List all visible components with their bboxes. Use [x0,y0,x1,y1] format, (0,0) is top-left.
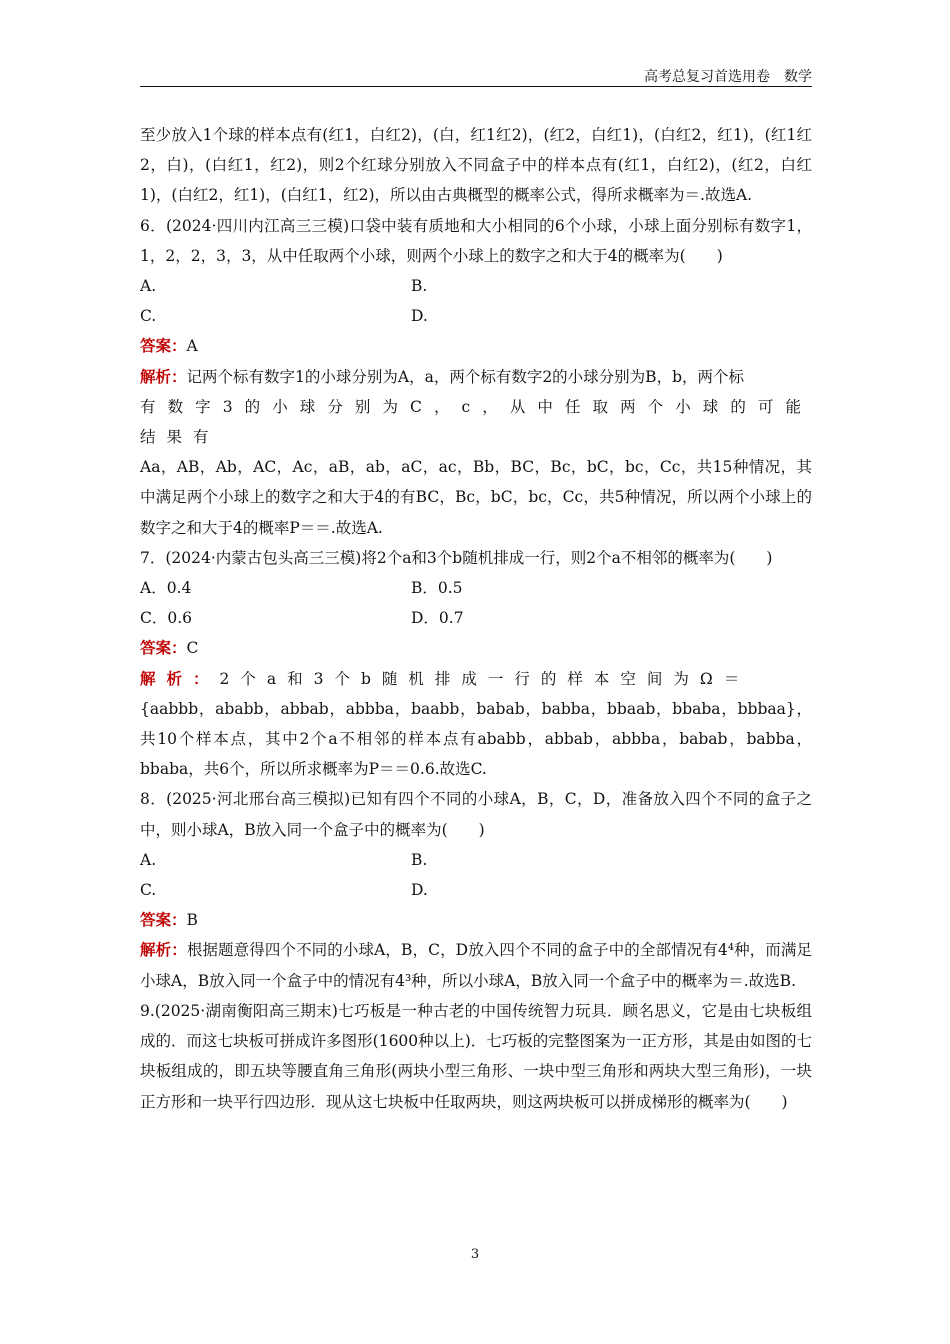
q6-option-a: A. [140,277,157,296]
header-title: 高考总复习首选用卷 数学 [644,69,812,85]
q8-option-d: D. [411,881,428,900]
q6-option-c: C. [140,307,157,326]
q6-analysis-label: 解析： [140,366,187,386]
q6-answer-label: 答案： [140,336,187,356]
page-header [140,66,812,87]
q7-options-row-2 [140,603,812,633]
q7-options-row-1 [140,573,812,603]
q7-answer [140,633,812,663]
q8-stem: 8．(2025·河北邢台高三模拟)已知有四个不同的小球A，B，C，D，准备放入四个不同的盒子之中，则小球A，B放入同一个盒子中的概率为( ) [140,790,812,839]
page-content [140,120,812,1117]
q8-options-row-1 [140,845,812,875]
q6-answer-value: A [186,337,198,356]
prev-solution-tail: 至少放入1个球的样本点有(红1，白红2)，(白，红1红2)，(红2，白红1)，(白红2，红1)，(红1红2，白)，(白红1，红2)，则2个红球分别放入不同盒子中的样本点有(红1，白红2)，(红2，白红1)，(白红2，红1)，(白红1，红2)，所以由古典概型的概率公式，得所求概率为＝.故选A. [140,126,812,205]
q8-option-a: A. [140,850,157,869]
q6-analysis-line-3: Aa，AB，Ab，AC，Ac，aB，ab，aC，ac，Bb，BC，Bc，bC，bc，Cc，共15种情况，其中满足两个小球上的数字之和大于4的有BC，Bc，bC，bc，Cc，共5种情况，所以两个小球上的数字之和大于4的概率P＝＝.故选A. [140,458,812,537]
q7-option-d: D．0.7 [411,609,464,628]
q8-answer-value: B [186,911,198,930]
q7-answer-value: C [186,639,199,658]
q6-answer [140,331,812,361]
page-number: 3 [470,1247,480,1262]
q8-analysis-label: 解析： [140,940,187,960]
q9-stem: 9.(2025·湖南衡阳高三期末)七巧板是一种古老的中国传统智力玩具．顾名思义，它是由七块板组成的．而这七块板可拼成许多图形(1600种以上)．七巧板的完整图案为一正方形，其是由如图的七块板组成的，即五块等腰直角三角形(两块小型三角形、一块中型三角形和两块大型三角形)，一块正方形和一块平行四边形．现从这七块板中任取两块，则这两块板可以拼成梯形的概率为( ) [140,1001,812,1111]
q8-options-row-2 [140,875,812,905]
q8-option-c: C. [140,881,157,900]
q6-analysis-text-1: 记两个标有数字1的小球分别为A，a，两个标有数字2的小球分别为B，b，两个标 [186,367,744,386]
q7-analysis-text-1: 2个a和3个b随机排成一行的样本空间为Ω＝ [219,669,751,688]
q7-analysis-label: 解析： [140,668,220,688]
q6-options-row-1 [140,271,812,301]
q6-stem: 6．(2024·四川内江高三三模)口袋中装有质地和大小相同的6个小球，小球上面分别标有数字1，1，2，2，3，3，从中任取两个小球，则两个小球上的数字之和大于4的概率为( ) [140,216,812,265]
q6-options-row-2 [140,301,812,331]
q6-analysis-line-1 [140,362,812,392]
q7-option-b: B．0.5 [411,579,463,598]
q6-option-d: D. [411,307,428,326]
q7-option-c: C．0.6 [140,609,193,628]
q8-analysis [140,935,812,995]
q7-analysis-line-2: {aabbb，ababb，abbab，abbba，baabb，babab，babba，bbaab，bbaba，bbbaa}，共10个样本点，其中2个a不相邻的样本点有ababb，abbab，abbba，babab，babba，bbaba，共6个，所以所求概率为P＝＝0.6.故选C. [140,699,812,779]
q8-analysis-text: 根据题意得四个不同的小球A，B，C，D放入四个不同的盒子中的全部情况有4⁴种，而满足小球A，B放入同一个盒子中的情况有4³种，所以小球A，B放入同一个盒子中的概率为＝.故选B. [140,941,812,990]
q7-stem: 7．(2024·内蒙古包头高三三模)将2个a和3个b随机排成一行，则2个a不相邻的概率为( ) [140,548,773,567]
q8-option-b: B. [411,850,428,869]
q6-option-b: B. [411,277,428,296]
q8-answer-label: 答案： [140,910,187,930]
q6-analysis-line-2: 有数字3的小球分别为C，c，从中任取两个小球的可能结果有 [140,397,812,447]
q8-answer [140,905,812,935]
q7-analysis-line-1 [140,664,812,694]
q7-answer-label: 答案： [140,638,187,658]
q7-option-a: A．0.4 [140,579,192,598]
